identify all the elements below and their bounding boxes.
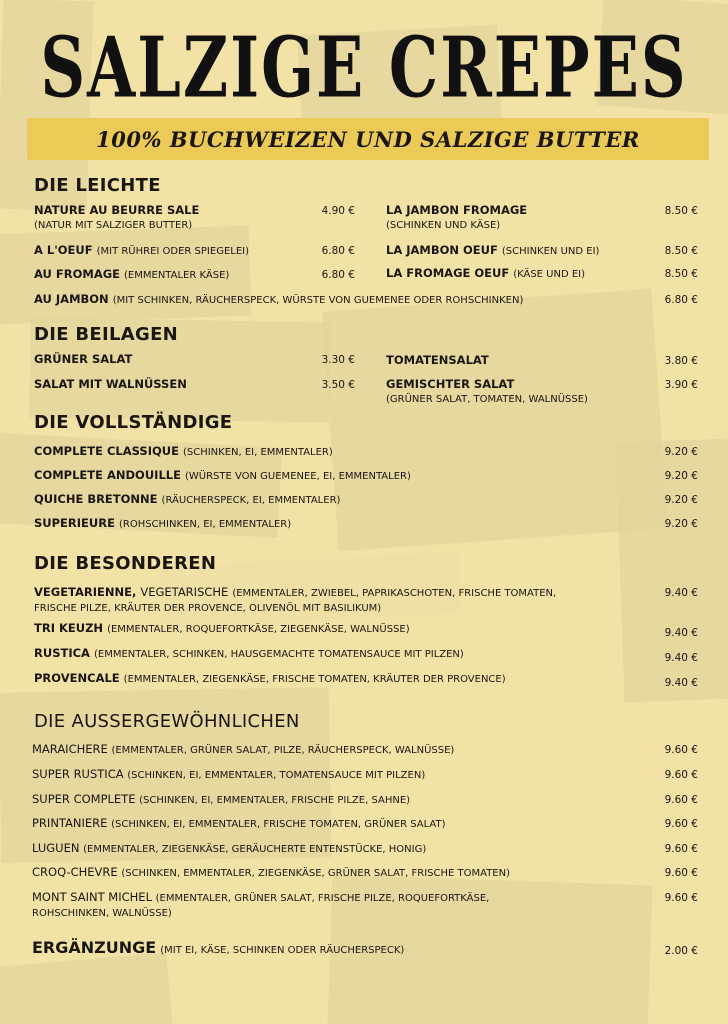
price: 9.20 € xyxy=(664,518,698,530)
menu-item: QUICHE BRETONNE (RÄUCHERSPECK, EI, EMMENTALER) xyxy=(34,492,341,506)
price: 6.80 € xyxy=(664,294,698,306)
menu-item: COMPLETE ANDOUILLE (WÜRSTE VON GUEMENEE, EI, EMMENTALER) xyxy=(34,468,411,482)
price: 8.50 € xyxy=(664,245,698,257)
menu-item: MONT SAINT MICHEL (EMMENTALER, GRÜNER SALAT, FRISCHE PILZE, ROQUEFORTKÄSE, ROHSCHINKEN, WALNÜSSE) xyxy=(32,890,490,919)
menu-item: LA FROMAGE OEUF (KÄSE UND EI) xyxy=(386,266,586,280)
price: 9.60 € xyxy=(664,769,698,781)
price: 4.90 € xyxy=(321,205,355,217)
price: 9.60 € xyxy=(664,843,698,855)
menu-item: LUGUEN (EMMENTALER, ZIEGENKÄSE, GERÄUCHERTE ENTENSTÜCKE, HONIG) xyxy=(32,841,427,855)
menu-item: AU JAMBON (MIT SCHINKEN, RÄUCHERSPECK, WÜRSTE VON GUEMENEE ODER ROHSCHINKEN) xyxy=(34,292,524,306)
menu-item: GEMISCHTER SALAT (GRÜNER SALAT, TOMATEN, WALNÜSSE) xyxy=(386,377,588,405)
section-heading-leichte: DIE LEICHTE xyxy=(34,175,161,196)
price: 9.20 € xyxy=(664,446,698,458)
menu-item: LA JAMBON OEUF (SCHINKEN UND EI) xyxy=(386,243,600,257)
menu-item: SUPERIEURE (ROHSCHINKEN, EI, EMMENTALER) xyxy=(34,516,292,530)
banner-text: 100% BUCHWEIZEN UND SALZIGE BUTTER xyxy=(96,126,640,152)
price: 9.60 € xyxy=(664,892,698,904)
price: 6.80 € xyxy=(321,269,355,281)
section-heading-vollstaendige: DIE VOLLSTÄNDIGE xyxy=(34,412,233,433)
section-heading-besonderen: DIE BESONDEREN xyxy=(34,553,217,574)
menu-item: NATURE AU BEURRE SALE (NATUR MIT SALZIGER BUTTER) xyxy=(34,203,200,231)
menu-item: GRÜNER SALAT xyxy=(34,352,133,366)
price: 6.80 € xyxy=(321,245,355,257)
menu-item: AU FROMAGE (EMMENTALER KÄSE) xyxy=(34,267,230,281)
menu-item: LA JAMBON FROMAGE (SCHINKEN UND KÄSE) xyxy=(386,203,528,231)
price: 8.50 € xyxy=(664,205,698,217)
menu-item: A L'OEUF (MIT RÜHREI ODER SPIEGELEI) xyxy=(34,243,250,257)
price: 3.90 € xyxy=(664,379,698,391)
price: 9.20 € xyxy=(664,470,698,482)
menu-item: SALAT MIT WALNÜSSEN xyxy=(34,377,187,391)
price: 3.80 € xyxy=(664,355,698,367)
menu-item: RUSTICA (EMMENTALER, SCHINKEN, HAUSGEMACHTE TOMATENSAUCE MIT PILZEN) xyxy=(34,646,464,660)
price: 8.50 € xyxy=(664,268,698,280)
menu-item: SUPER RUSTICA (SCHINKEN, EI, EMMENTALER, TOMATENSAUCE MIT PILZEN) xyxy=(32,767,426,781)
price: 9.60 € xyxy=(664,818,698,830)
menu-item: VEGETARIENNE, VEGETARISCHE (EMMENTALER, ZWIEBEL, PAPRIKASCHOTEN, FRISCHE TOMATEN, FRISCHE PILZE, KRÄUTER DER PROVENCE, OLIVENÖL MIT BASILIKUM) xyxy=(34,585,557,614)
section-heading-beilagen: DIE BEILAGEN xyxy=(34,324,179,345)
price: 9.60 € xyxy=(664,744,698,756)
menu-item: MARAICHERE (EMMENTALER, GRÜNER SALAT, PILZE, RÄUCHERSPECK, WALNÜSSE) xyxy=(32,742,455,756)
menu-item: TRI KEUZH (EMMENTALER, ROQUEFORTKÄSE, ZIEGENKÄSE, WALNÜSSE) xyxy=(34,621,410,635)
menu-title: SALZIGE CREPES xyxy=(40,18,688,117)
menu-item: PRINTANIERE (SCHINKEN, EI, EMMENTALER, FRISCHE TOMATEN, GRÜNER SALAT) xyxy=(32,816,446,830)
menu-item: TOMATENSALAT xyxy=(386,353,489,367)
menu-item: SUPER COMPLETE (SCHINKEN, EI, EMMENTALER, FRISCHE PILZE, SAHNE) xyxy=(32,792,411,806)
price: 9.40 € xyxy=(664,627,698,639)
menu-item: PROVENCALE (EMMENTALER, ZIEGENKÄSE, FRISCHE TOMATEN, KRÄUTER DER PROVENCE) xyxy=(34,671,506,685)
menu-item: COMPLETE CLASSIQUE (SCHINKEN, EI, EMMENTALER) xyxy=(34,444,333,458)
price: 2.00 € xyxy=(664,945,698,957)
menu-subtitle-banner xyxy=(27,118,709,160)
price: 3.30 € xyxy=(321,354,355,366)
price: 9.20 € xyxy=(664,494,698,506)
extras-item: ERGÄNZUNGE (MIT EI, KÄSE, SCHINKEN ODER RÄUCHERSPECK) xyxy=(32,938,405,957)
menu-item: CROQ-CHEVRE (SCHINKEN, EMMENTALER, ZIEGENKÄSE, GRÜNER SALAT, FRISCHE TOMATEN) xyxy=(32,865,510,879)
price: 3.50 € xyxy=(321,379,355,391)
section-heading-aussergewoehnlichen: DIE AUSSERGEWÖHNLICHEN xyxy=(34,711,300,732)
price: 9.60 € xyxy=(664,867,698,879)
price: 9.40 € xyxy=(664,677,698,689)
price: 9.40 € xyxy=(664,587,698,599)
price: 9.60 € xyxy=(664,794,698,806)
price: 9.40 € xyxy=(664,652,698,664)
